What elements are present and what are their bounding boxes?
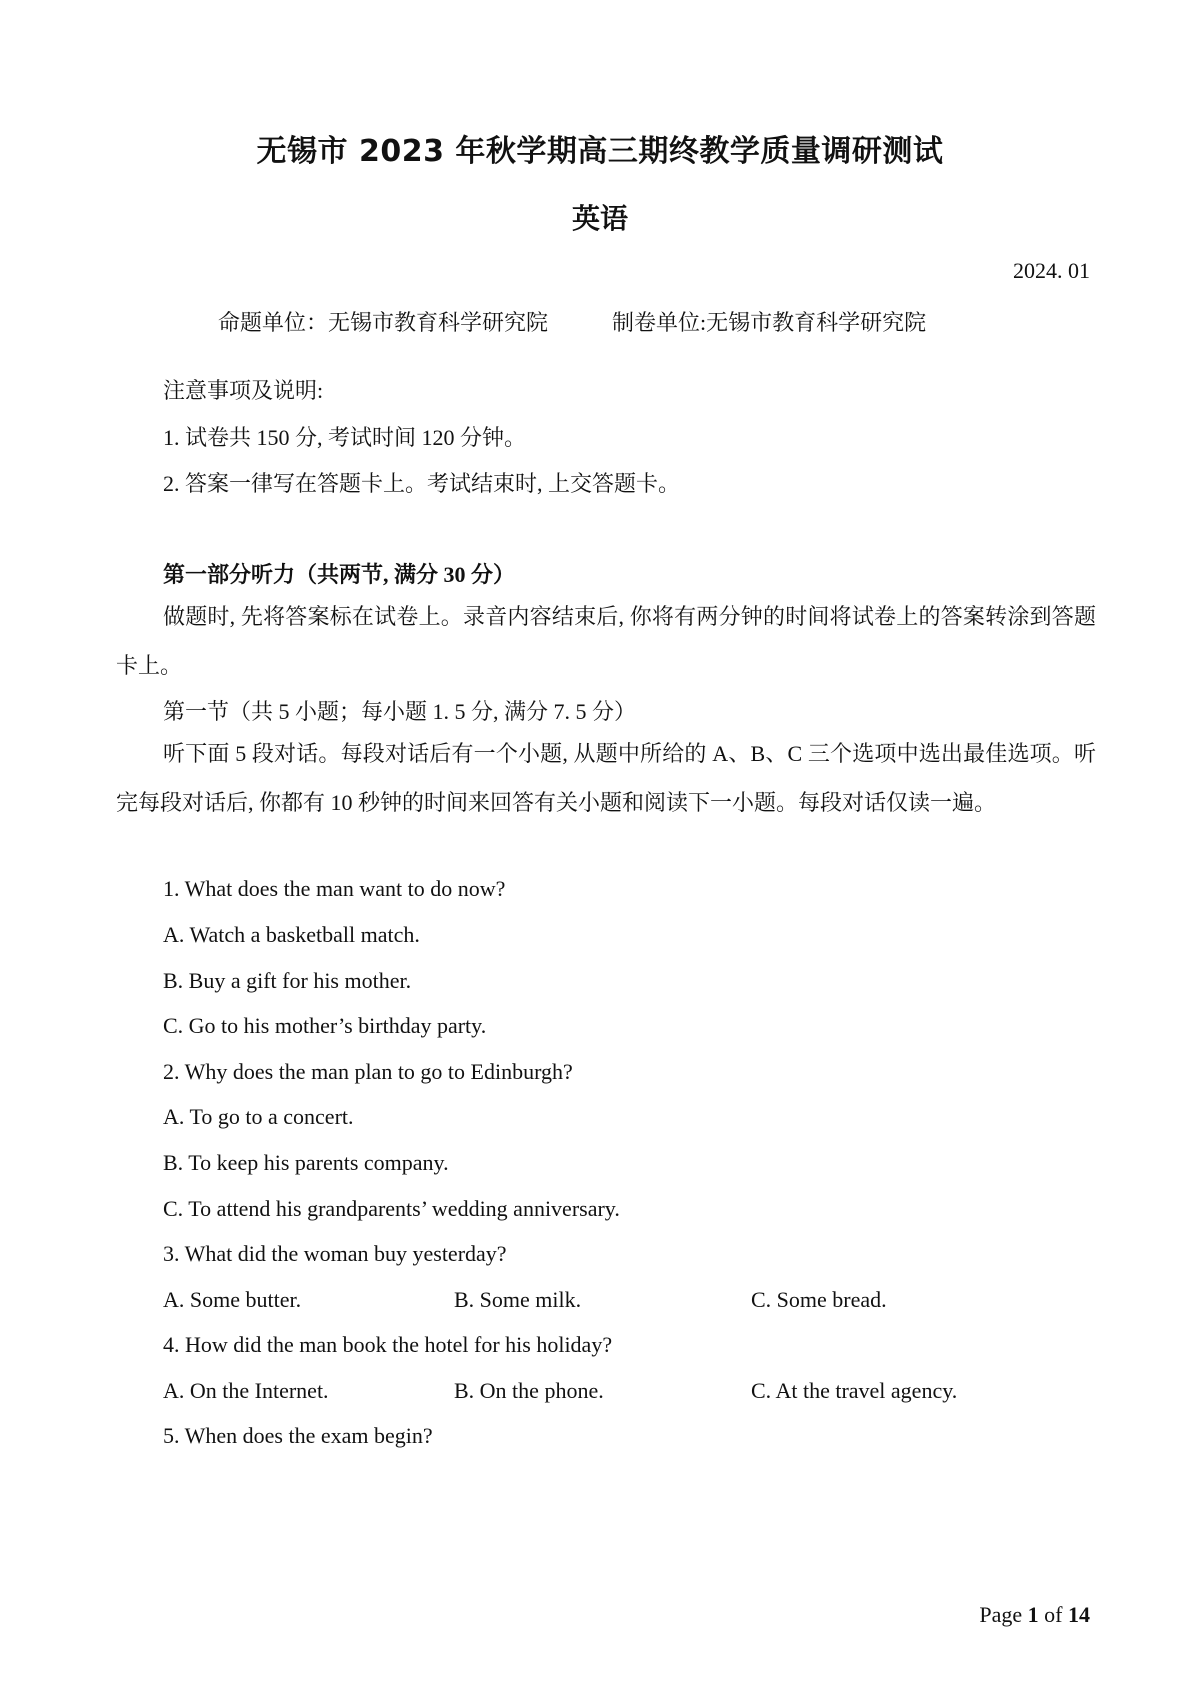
unit-printer: 制卷单位:无锡市教育科学研究院 — [612, 310, 927, 335]
question-option: A. On the Internet. — [163, 1378, 329, 1403]
notes-item: 1. 试卷共 150 分, 考试时间 120 分钟。 — [163, 425, 527, 450]
question-options-row — [163, 1378, 1063, 1408]
question-option: A. Watch a basketball match. — [163, 922, 420, 947]
notes-heading: 注意事项及说明: — [163, 378, 324, 403]
part1-instruction: 做题时, 先将答案标在试卷上。录音内容结束后, 你将有两分钟的时间将试卷上的答案转涂到答题卡上。 — [116, 604, 1096, 678]
question-option: C. To attend his grandparents’ wedding anniversary. — [163, 1196, 620, 1221]
question-stem: 3. What did the woman buy yesterday? — [163, 1241, 507, 1266]
question-option: A. Some butter. — [163, 1287, 302, 1312]
part1-heading: 第一部分听力（共两节, 满分 30 分） — [163, 562, 516, 587]
notes-item: 2. 答案一律写在答题卡上。考试结束时, 上交答题卡。 — [163, 471, 681, 496]
question-option: A. To go to a concert. — [163, 1104, 354, 1129]
section1-heading: 第一节（共 5 小题；每小题 1. 5 分, 满分 7. 5 分） — [163, 699, 637, 724]
question-option: C. Some bread. — [751, 1287, 887, 1312]
section1-instruction: 听下面 5 段对话。每段对话后有一个小题, 从题中所给的 A、B、C 三个选项中选出最佳选项。听完每段对话后, 你都有 10 秒钟的时间来回答有关小题和阅读下一小题。每段对话仅读一遍。 — [116, 741, 1096, 815]
question-option: B. Some milk. — [454, 1287, 582, 1312]
page-number: Page 1 of 14 — [979, 1602, 1090, 1627]
exam-title: 无锡市 2023 年秋学期高三期终教学质量调研测试 — [256, 134, 944, 169]
question-stem: 4. How did the man book the hotel for his holiday? — [163, 1332, 613, 1357]
unit-author: 命题单位：无锡市教育科学研究院 — [218, 310, 549, 335]
question-option: B. On the phone. — [454, 1378, 604, 1403]
exam-units — [218, 306, 926, 337]
question-stem: 1. What does the man want to do now? — [163, 876, 506, 901]
question-option: C. At the travel agency. — [751, 1378, 958, 1403]
question-option: B. To keep his parents company. — [163, 1150, 449, 1175]
question-option: B. Buy a gift for his mother. — [163, 968, 412, 993]
question-options-row — [163, 1287, 1063, 1317]
exam-date: 2024. 01 — [1013, 258, 1090, 283]
question-stem: 5. When does the exam begin? — [163, 1423, 433, 1448]
exam-subject: 英语 — [571, 202, 628, 235]
question-option: C. Go to his mother’s birthday party. — [163, 1013, 487, 1038]
question-stem: 2. Why does the man plan to go to Edinburgh? — [163, 1059, 573, 1084]
